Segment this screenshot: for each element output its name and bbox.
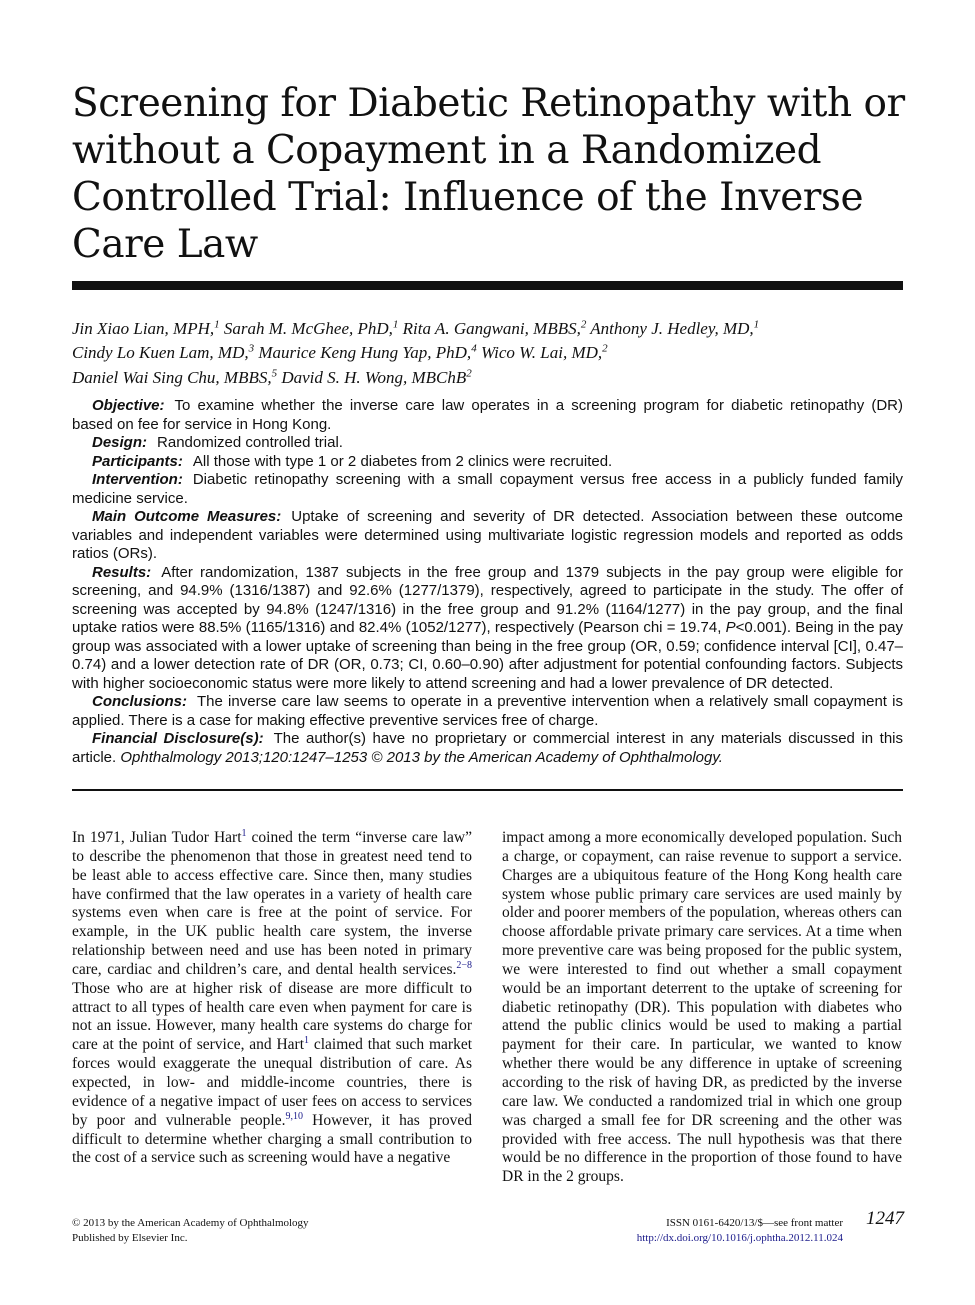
reference-link[interactable]: 9,10 [285, 1110, 303, 1122]
reference-link[interactable]: 1 [304, 1035, 310, 1047]
doi-link[interactable]: http://dx.doi.org/10.1016/j.ophtha.2012.11.024 [636, 1232, 843, 1244]
author: David S. H. Wong, MBChB$^2$ [281, 367, 472, 387]
article-title: Screening for Diabetic Retinopathy with or without a Copayment in a Randomized Controlled Trial: Influence of the Inverse Care Law [72, 81, 905, 267]
author: Rita A. Gangwani, MBBS,$^2$ [402, 318, 587, 338]
body-paragraph: impact among a more economically developed population. Such a charge, or copayment, can raise revenue to support a service. Charges are a ubiquitous feature of the Hong Kong health care system whose public primary care services are used mainly by older and poorer members of the population, whereas others can choose affordable private primary care services. At a time when more preventive care was being proposed for the public system, we were interested to find out whether a small copayment would be an important deterrent to the uptake of screening for diabetic retinopathy (DR). This population with diabetes who attend the public clinics would be used to making a partial payment for their care. In particular, we wanted to know whether there would be any difference in uptake of screening according to the risk of having DR, as predicted by the inverse care law. We conducted a randomized trial in which one group was charged a small fee for DR screening and the other was provided with free access. The null hypothesis was that there would be no difference in the proportion of those found to have DR in the 2 groups. [502, 829, 902, 1186]
title-rule [72, 281, 903, 290]
author: Wico W. Lai, MD,$^2$ [480, 342, 608, 363]
abstract-rule [72, 789, 903, 791]
reference-link[interactable]: 2−8 [456, 959, 472, 971]
author: Daniel Wai Sing Chu, MBBS,$^5$ [72, 367, 278, 387]
abstract-objective: Objective: To examine whether the inverse care law operates in a screening program for diabetic retinopathy (DR) based on fee for service in Hong Kong. [72, 397, 903, 433]
abstract-results: Results: After randomization, 1387 subjects in the free group and 1379 subjects in the pay group were eligible for screening, and 94.9% (1316/1387) and 92.6% (1277/1379), respectively, agreed to participate in the study. The offer of screening was accepted by 94.8% (1247/1316) in the free group and 91.2% (1164/1277) in the pay group, and the final uptake ratios were 88.5% (1165/1316) and 82.4% (1052/1277), respectively (Pearson chi = 19.74, P<0.001). Being in the pay group was associated with a lower uptake of screening than being in the free group (OR, 0.59; confidence interval [CI], 0.47–0.74) and a lower detection rate of DR (OR, 0.73; CI, 0.60–0.90) after adjustment for potential confounding factors. Subjects with higher socioeconomic status were more likely to attend screening and had a lower prevalence of DR detected. [72, 563, 903, 692]
footer-left [72, 1216, 432, 1246]
author-list [72, 314, 912, 388]
author: Cindy Lo Kuen Lam, MD,$^3$ [72, 342, 255, 363]
abstract-design: Design: Randomized controlled trial. [92, 434, 343, 451]
reference-link[interactable]: 1 [241, 827, 247, 839]
footer-right [560, 1216, 843, 1246]
abstract-outcome-measures: Main Outcome Measures: Uptake of screening and severity of DR detected. Association between these outcome variables and independent variables were determined using multivariate logistic regression models and reported as odds ratios (ORs). [72, 508, 903, 562]
body-paragraph: In 1971, Julian Tudor Hart$^1$ coined the term “inverse care law” to describe the phenomenon that those in greatest need tend to be least able to access effective care. Since then, many studies have confirmed that the law operates in a variety of health care systems even when care is free at the point of service. For example, in the UK public health care system, the inverse relationship between need and use has been noted in primary care, cardiac and children’s care, and dental health services.$^{2-8}$ Those who are at higher risk of disease are more difficult to attract to all types of health care even when payment for care is not an issue. However, many health care systems do charge for care at the point of service, and Hart$^1$ claimed that such market forces would exaggerate the unequal distribution of care. As expected, in low- and middle-income countries, there is evidence of a negative impact of user fees on access to services by poor and vulnerable people.$^{9,10}$ However, it has proved difficult to determine whether charging a small contribution to the cost of a service such as screening would have a negative [72, 827, 472, 1167]
author: Maurice Keng Hung Yap, PhD,$^4$ [258, 342, 477, 363]
author: Sarah M. McGhee, PhD,$^1$ [223, 318, 399, 338]
abstract-participants: Participants: All those with type 1 or 2 diabetes from 2 clinics were recruited. [92, 452, 613, 470]
copyright-notice: © 2013 by the American Academy of Ophthalmology [72, 1217, 309, 1229]
abstract-financial-disclosure: Financial Disclosure(s): The author(s) have no proprietary or commercial interest in any materials discussed in this article. Ophthalmology 2013;120:1247–1253 © 2013 by the American Academy of Ophthalmology. [72, 730, 903, 766]
journal-citation: Ophthalmology 2013;120:1247–1253 © 2013 by the American Academy of Ophthalmology. [120, 748, 723, 766]
issn: ISSN 0161-6420/13/$—see front matter [666, 1217, 843, 1229]
author: Anthony J. Hedley, MD,$^1$ [590, 318, 760, 338]
abstract-conclusions: Conclusions: The inverse care law seems to operate in a preventive intervention when a relatively small copayment is applied. There is a case for making effective preventive services free of charge. [72, 693, 903, 729]
abstract [72, 397, 903, 767]
page-number: 1247 [866, 1208, 904, 1229]
publisher: Published by Elsevier Inc. [72, 1232, 188, 1244]
author: Jin Xiao Lian, MPH,$^1$ [72, 318, 220, 338]
body-column-right [502, 829, 902, 1187]
body-column-left [72, 829, 472, 1168]
abstract-intervention: Intervention: Diabetic retinopathy screening with a small copayment versus free access in a publicly funded family medicine service. [72, 471, 903, 507]
